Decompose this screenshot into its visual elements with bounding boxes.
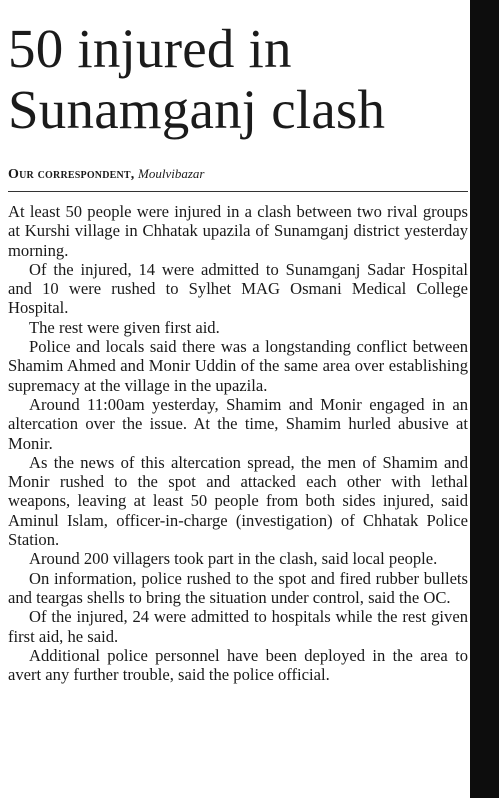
paragraph: The rest were given first aid.: [29, 317, 220, 337]
byline-location: Moulvibazar: [138, 166, 205, 181]
paragraph: Police and locals said there was a longstanding conflict between Shamim Ahmed and Monir Uddin of the same area over establishing supremacy at the village in the upazila.: [8, 337, 468, 395]
paragraph: Of the injured, 24 were admitted to hospitals while the rest given first aid, he said.: [8, 607, 468, 646]
paragraph: At least 50 people were injured in a clash between two rival groups at Kurshi village in Chhatak upazila of Sunamganj district yesterday morning.: [8, 202, 468, 260]
article-body: [8, 202, 468, 684]
paragraph: On information, police rushed to the spot and fired rubber bullets and teargas shells to bring the situation under control, said the OC.: [8, 568, 468, 607]
scan-edge: [470, 0, 499, 798]
headline: 50 injured in Sunamganj clash: [8, 18, 386, 140]
paragraph: Around 200 villagers took part in the clash, said local people.: [29, 549, 438, 569]
paragraph: Of the injured, 14 were admitted to Sunamganj Sadar Hospital and 10 were rushed to Sylhet MAG Osmani Medical College Hospital.: [8, 259, 468, 318]
paragraph: Around 11:00am yesterday, Shamim and Monir engaged in an altercation over the issue. At the time, Shamim hurled abusive at Monir.: [8, 394, 468, 453]
byline-author: Our correspondent,: [8, 167, 135, 182]
paragraph: Additional police personnel have been deployed in the area to avert any further trouble, said the police official.: [8, 645, 468, 685]
byline-divider: [8, 191, 468, 192]
byline: [8, 166, 204, 183]
paragraph: As the news of this altercation spread, the men of Shamim and Monir rushed to the spot and attacked each other with lethal weapons, leaving at least 50 people from both sides injured, said Aminul Islam, officer-in-charge (investigation) of Chhatak Police Station.: [8, 452, 468, 550]
